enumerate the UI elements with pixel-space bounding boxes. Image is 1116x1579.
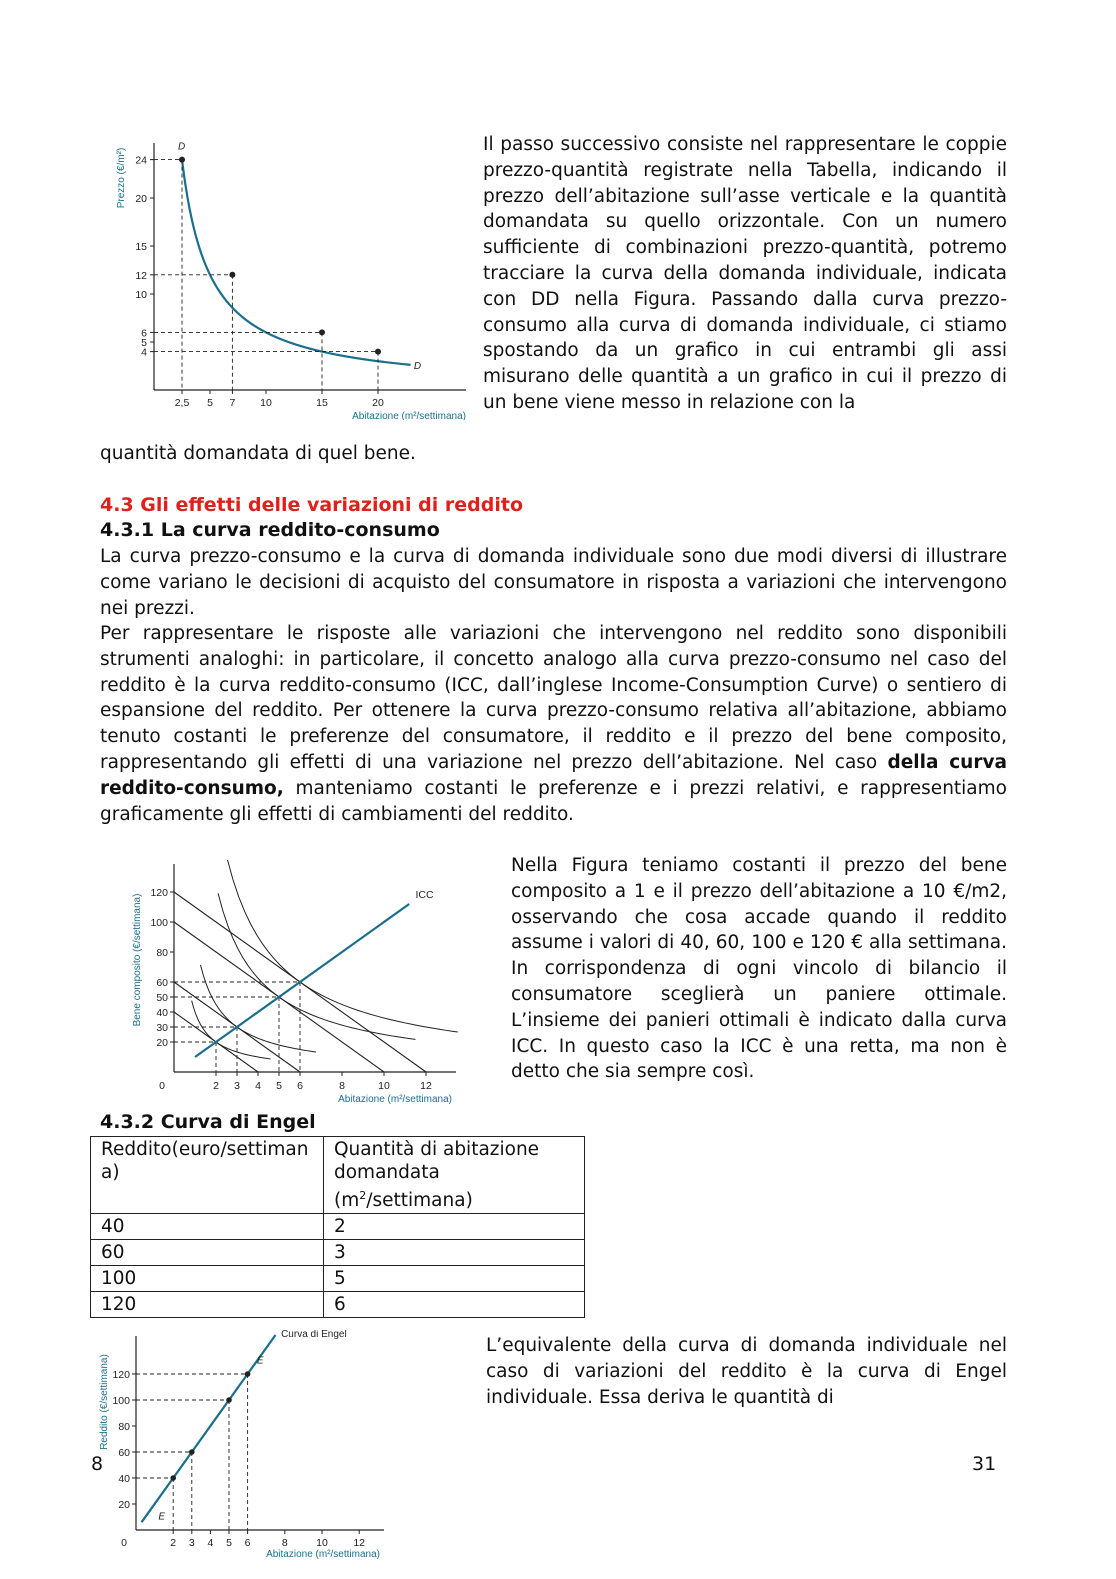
y-tick-label: 6	[141, 327, 147, 340]
y-tick-label: 80	[118, 1421, 130, 1433]
table-cell-income: 100	[91, 1266, 324, 1292]
paragraph-icc-start: Per rappresentare le risposte alle variazioni che intervengono nel reddito sono disponibili strumenti analoghi: in particolare, il concetto analogo alla curva prezzo-consumo nel caso del reddito è la curva reddito-consumo (ICC, dall’inglese Income-Consumption Curve) o sentiero di espansione del reddito. Per ottenere la curva prezzo-consumo relativa all’abitazione, abbiamo tenuto costanti le preferenze del consumatore, il reddito e il prezzo del bene composito, rappresentando gli effetti di una variazione nel prezzo dell’abitazione. Nel caso	[100, 623, 1007, 773]
x-tick-label: 6	[244, 1537, 251, 1549]
x-tick-label: 10	[260, 397, 272, 409]
indifference-curve	[218, 893, 415, 1039]
x-tick-label: 7	[229, 397, 236, 409]
x-tick-label: 3	[234, 1080, 240, 1092]
x-tick-label: 8	[281, 1537, 288, 1549]
icc-label: ICC	[415, 889, 434, 901]
table-row	[91, 1240, 585, 1266]
y-tick-label: 100	[112, 1395, 130, 1407]
y-tick-label: 120	[150, 887, 168, 899]
intro-paragraph: Il passo successivo consiste nel rappresentare le coppie prezzo-quantità registrate nella Tabella, indicando il prezzo dell’abitazione sull’asse verticale e la quantità domandata su quello orizzontale. Con un numero sufficiente di combinazioni prezzo-quantità, potremo tracciare la curva della domanda individuale, indicata con DD nella Figura. Passando dalla curva prezzo-consumo alla curva di domanda individuale, ci stiamo spostando da un grafico in cui entrambi gli assi misurano delle quantità a un grafico in cui il prezzo di un bene viene messo in relazione con la	[483, 134, 1007, 413]
y-axis-label: Prezzo (€/m²)	[116, 147, 127, 209]
section-title: 4.3 Gli effetti delle variazioni di reddito	[100, 494, 524, 516]
data-point	[375, 349, 381, 355]
data-point	[229, 272, 235, 278]
y-tick-label: 24	[135, 154, 147, 167]
data-point	[189, 1449, 195, 1455]
x-tick-label: 3	[188, 1537, 195, 1549]
y-tick-label: 120	[112, 1369, 130, 1381]
x-tick-label: 5	[276, 1080, 282, 1092]
subsection-title-engel: 4.3.2 Curva di Engel	[100, 1111, 316, 1133]
page-number: 31	[972, 1453, 997, 1475]
paragraph-price-consumption: La curva prezzo-consumo e la curva di domanda individuale sono due modi diversi di illustrare come variano le decisioni di acquisto del consumatore in risposta a variazioni che intervengono nei prezzi.	[100, 546, 1007, 619]
x-tick-label: 5	[226, 1537, 232, 1549]
table-cell-quantity: 5	[324, 1266, 585, 1292]
y-axis-label: Bene composito (€/settimana)	[132, 893, 143, 1027]
table-header-quantity-unit: /settimana)	[366, 1190, 473, 1212]
y-tick-label: 5	[141, 337, 147, 349]
engel-table	[90, 1136, 585, 1318]
indifference-curve	[227, 860, 458, 1032]
intro-paragraph-tail: quantità domandata di quel bene.	[100, 443, 416, 464]
paragraph-icc-end: manteniamo costanti le preferenze e i prezzi relativi, e rappresentiamo graficamente gli effetti di cambiamenti del reddito.	[100, 777, 1007, 825]
y-tick-label: 30	[156, 1022, 168, 1034]
data-point	[170, 1475, 176, 1481]
y-tick-label: 20	[156, 1037, 168, 1049]
engel-curve-figure	[94, 1330, 394, 1579]
y-tick-label: 40	[118, 1473, 130, 1485]
y-tick-label: 40	[156, 1007, 168, 1019]
point-label-top: E	[256, 1355, 264, 1367]
table-row	[91, 1292, 585, 1318]
curve-label-top: D	[178, 141, 186, 153]
y-axis-label: Reddito (€/settimana)	[99, 1354, 110, 1450]
y-tick-label: 15	[135, 241, 147, 253]
table-header-quantity-sup: 2	[359, 1189, 367, 1202]
paragraph-engel: L’equivalente della curva di domanda individuale nel caso di variazioni del reddito è la curva di Engel individuale. Essa deriva le quantità di	[486, 1335, 1007, 1408]
icc-line	[195, 904, 409, 1057]
x-tick-label: 10	[378, 1080, 390, 1092]
paragraph-icc-explanation: Nella Figura teniamo costanti il prezzo del bene composito a 1 e il prezzo dell’abitazione a 10 €/m2, osservando che cosa accade quando il reddito assume i valori di 40, 60, 100 e 120 € alla settimana. In corrispondenza di ogni vincolo di bilancio il consumatore sceglierà un paniere ottimale. L’insieme dei panieri ottimali è indicato dalla curva ICC. In questo caso la ICC è una retta, ma non è detto che sia sempre così.	[511, 855, 1007, 1083]
point-label-bottom: E	[158, 1511, 165, 1523]
table-row	[91, 1214, 585, 1240]
data-point	[245, 1371, 251, 1377]
origin-label: 0	[121, 1537, 127, 1549]
table-cell-income: 40	[91, 1214, 324, 1240]
data-point	[226, 1397, 232, 1403]
curve-label-bottom: D	[413, 361, 422, 373]
y-tick-label: 12	[135, 269, 147, 282]
y-tick-label: 60	[118, 1447, 130, 1459]
paragraph-icc-bold: della curva reddito-consumo,	[100, 751, 1008, 799]
table-row	[91, 1266, 585, 1292]
x-tick-label: 8	[339, 1080, 345, 1092]
x-tick-label: 20	[372, 397, 384, 409]
demand-curve-figure	[108, 138, 470, 420]
x-tick-label: 6	[297, 1080, 303, 1092]
subsection-title-income-consumption: 4.3.1 La curva reddito-consumo	[100, 519, 440, 541]
x-axis-label: Abitazione (m²/settimana)	[352, 411, 466, 420]
y-tick-label: 20	[118, 1499, 130, 1511]
data-point	[319, 329, 325, 335]
y-tick-label: 80	[156, 947, 168, 959]
y-tick-label: 4	[141, 346, 147, 359]
x-axis-label: Abitazione (m²/settimana)	[266, 1549, 380, 1560]
x-tick-label: 12	[420, 1080, 432, 1092]
x-tick-label: 2	[213, 1080, 219, 1092]
table-cell-quantity: 3	[324, 1240, 585, 1266]
x-tick-label: 10	[316, 1537, 328, 1549]
x-tick-label: 2	[170, 1537, 177, 1549]
demand-curve	[182, 160, 410, 365]
table-header-row	[91, 1137, 585, 1214]
origin-label: 0	[159, 1080, 165, 1092]
x-tick-label: 4	[207, 1537, 214, 1549]
table-cell-income: 60	[91, 1240, 324, 1266]
x-tick-label: 5	[207, 397, 213, 409]
y-tick-label: 100	[150, 917, 168, 929]
table-header-quantity	[324, 1137, 585, 1214]
table-cell-income: 120	[91, 1292, 324, 1318]
x-tick-label: 4	[255, 1080, 261, 1092]
paragraph-icc	[100, 621, 1007, 827]
table-header-quantity-text: Quantità di abitazione domandata (m	[334, 1139, 540, 1212]
x-tick-label: 15	[316, 397, 328, 409]
table-cell-quantity: 2	[324, 1214, 585, 1240]
x-axis-label: Abitazione (m²/settimana)	[338, 1094, 452, 1105]
y-tick-label: 50	[156, 992, 168, 1004]
curve-label: Curva di Engel	[281, 1330, 347, 1340]
data-point	[179, 157, 185, 163]
x-tick-label: 2,5	[174, 397, 190, 409]
y-tick-label: 60	[156, 977, 168, 989]
footer-left-fragment: 8	[91, 1453, 104, 1475]
table-cell-quantity: 6	[324, 1292, 585, 1318]
y-tick-label: 20	[135, 193, 147, 205]
icc-figure	[126, 860, 472, 1110]
y-tick-label: 10	[135, 289, 147, 301]
x-tick-label: 12	[353, 1537, 366, 1549]
table-header-income: Reddito(euro/settimana)	[91, 1137, 324, 1214]
engel-curve	[142, 1335, 276, 1522]
